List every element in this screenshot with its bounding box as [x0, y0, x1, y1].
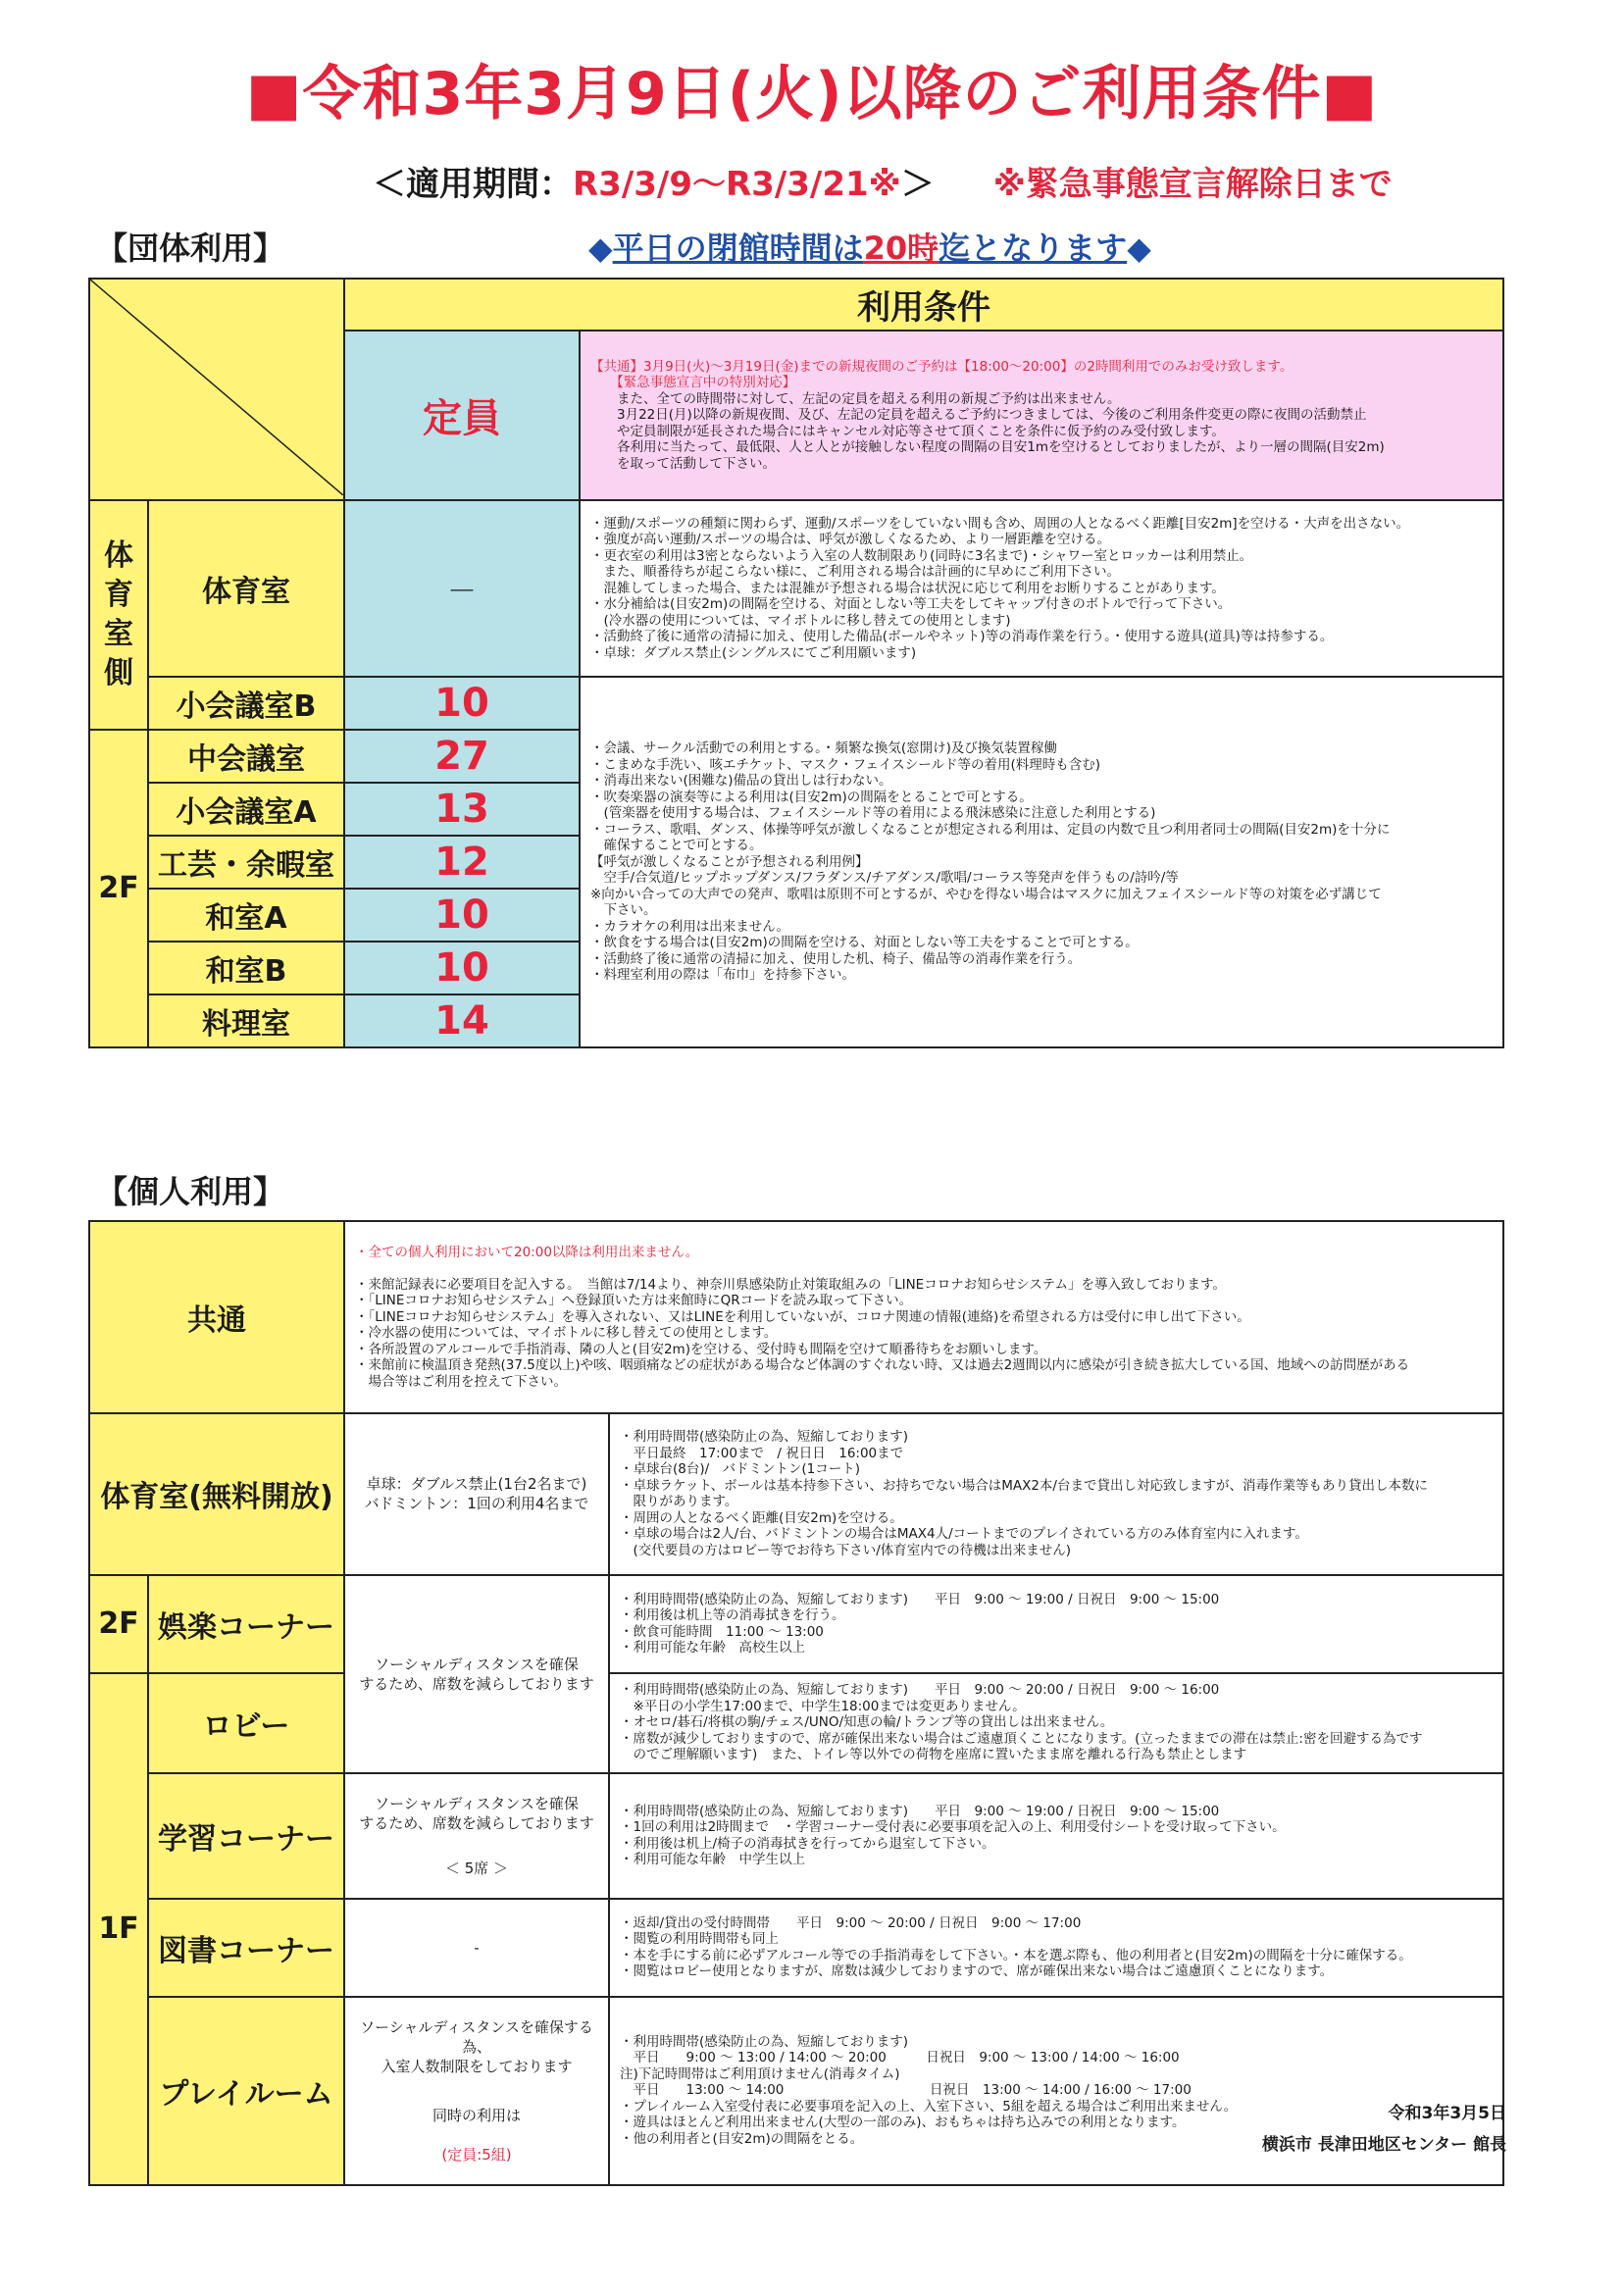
study-mid: [344, 1773, 609, 1899]
side-label-2f: 2F: [89, 1575, 148, 1673]
room-name: 工芸・余暇室: [148, 836, 344, 889]
notice-text-a: 平日の閉館時間は: [612, 229, 864, 267]
playroom-capacity: (定員:5組): [441, 2145, 512, 2164]
side-label-2f: 2F: [89, 730, 148, 1047]
corner-cell: [89, 279, 344, 500]
group-heading: 【団体利用】: [96, 229, 285, 267]
page-title: ■令和3年3月9日(火)以降のご利用条件■: [245, 60, 1379, 128]
room-conditions: ・会議、サークル活動での利用とする。・頻繁な換気(窓開け)及び換気装置稼働 ・こまめな手洗い、咳エチケット、マスク・フェイスシールド等の着用(料理時も含む) ・消毒出来ない(困難な)備品の貸出しは行わない。 ・吹奏楽器の演奏等による利用は(目安2m)の間隔をとることで可とする。 (管楽器を使用する場合は、フェイスシールド等の着用による飛沫感染に注意した利用とする) ・コーラス、歌唱、ダンス、体操等呼気が激しくなることが想定される利用は、定員の内数で且つ利用者同士の間隔(目安2m)を十分に 確保することで可とする。 【呼気が激しくなることが予想される利用例】 空手/合気道/ヒップホップダンス/フラダンス/チアダンス/歌唱/コーラス等発声を伴うもの/詩吟/等 ※向かい合っての大声での発声、歌唱は原則不可とするが、やむを得ない場合はマスクに加えフェイスシールド等の対策を必ず講じて 下さい。 ・カラオケの利用は出来ません。 ・飲食をする場合は(目安2m)の間隔を空ける、対面としない等工夫をすることで可とする。 ・活動終了後に通常の清掃に加え、使用した机、椅子、備品等の消毒作業を行う。 ・料理室利用の際は「布巾」を持参下さい。: [580, 677, 1503, 1047]
conditions-header: 利用条件: [344, 279, 1503, 331]
personal-usage-table: [88, 1220, 1504, 2186]
room-capacity: 10: [344, 889, 580, 942]
common-rest: ・来館記録表に必要項目を記入する。 当館は7/14より、神奈川県感染防止対策取組みの「LINEコロナお知らせシステム」を導入致しております。 ・「LINEコロナお知らせシステム」へ登録頂いた方は来館時にQRコードを読み取って下さい。 ・「LINEコロナお知らせシステム」を導入されない、又はLINEを利用していないが、コロナ関連の情報(連絡)を希望される方は受付に申し出て下さい。 ・冷水器の使用については、マイボトルに移し替えての使用とします。 ・各所設置のアルコールで手指消毒、隣の人と(目安2m)を空ける、受付時も間隔を空けて順番待ちをお願いします。 ・来館前に検温頂き発熱(37.5度以上)や咳、咽頭痛などの症状がある場合など体調のすぐれない時、又は過去2週間以内に感染が引き続き拡大している国、地域への訪問歴がある 場合等はご利用を控えて下さい。: [355, 1276, 1410, 1390]
common-line: 3月22日(月)以降の新規夜間、及び、左記の定員を超えるご予約につきましては、今後のご利用条件変更の際に夜間の活動禁止: [590, 407, 1367, 424]
entertainment-conditions: ・利用時間帯(感染防止の為、短縮しております) 平日 9:00 ～ 19:00 / 日祝日 9:00 ～ 15:00 ・利用後は机上等の消毒拭きを行う。 ・飲食可能時間 11:00 ～ 13:00 ・利用可能な年齢 高校生以上: [609, 1575, 1503, 1673]
study-seats: ＜ 5席 ＞: [444, 1859, 509, 1877]
gym-free-rules: 卓球：ダブルス禁止(1台2名まで) バドミントン：1回の利用4名まで: [344, 1413, 609, 1575]
notice-text-c: 迄となります: [939, 229, 1128, 267]
room-capacity: 10: [344, 677, 580, 730]
personal-heading: 【個人利用】: [96, 1173, 285, 1210]
room-capacity: 10: [344, 942, 580, 994]
gym-conditions: ・運動/スポーツの種類に関わらず、運動/スポーツをしていない間も含め、周囲の人となるべく距離[目安2m]を空ける・大声を出さない。 ・強度が高い運動/スポーツの場合は、呼気が激しくなるため、より一層距離を空ける。 ・更衣室の利用は3密とならないよう入室の人数制限あり(同時に3名まで)・シャワー室とロッカーは利用禁止。 また、順番待ちが起こらない様に、ご利用される場合は計画的に早めにご利用下さい。 混雑してしまった場合、または混雑が予想される場合は状況に応じて利用をお断りすることがあります。 ・水分補給は(目安2m)の間隔を空ける、対面としない等工夫をしてキャップ付きのボトルで行って下さい。 (冷水器の使用については、マイボトルに移し替えての使用とします) ・活動終了後に通常の清掃に加え、使用した備品(ボールやネット)等の消毒作業を行う。・使用する遊具(道具)等は持参する。 ・卓球：ダブルス禁止(シングルスにてご利用願います): [580, 500, 1503, 677]
capacity-header: 定員: [344, 331, 580, 500]
common-line: 【緊急事態宣言中の特別対応】: [590, 375, 796, 391]
footer-org: 横浜市 長津田地区センター 館長: [1261, 2135, 1506, 2155]
library-label: 図書コーナー: [148, 1899, 344, 1997]
social-distance-note: ソーシャルディスタンスを確保 するため、席数を減らしております: [344, 1575, 609, 1773]
notice-diamond-right: ◆: [1127, 229, 1151, 267]
period-close: ＞: [900, 165, 935, 204]
playroom-mid2: 同時の利用は: [431, 2106, 521, 2124]
room-capacity: 13: [344, 783, 580, 836]
playroom-mid-text: ソーシャルディスタンスを確保する 為、 入室人数制限をしております: [360, 2017, 593, 2075]
room-name: 中会議室: [148, 730, 344, 783]
period-label: ＜適用期間：: [373, 165, 573, 204]
library-mid: -: [344, 1899, 609, 1997]
side-gym-text: [90, 536, 147, 693]
notice-time: 20時: [863, 229, 939, 267]
room-name: 料理室: [148, 994, 344, 1047]
common-lines: [590, 359, 1493, 473]
common-line: また、全ての時間帯に対して、左記の定員を超える利用の新規ご予約は出来ません。: [590, 390, 1121, 407]
room-capacity: －: [344, 500, 580, 677]
closing-notice: [588, 224, 1151, 269]
side-label-1f: 1F: [89, 1673, 148, 2185]
footer-date: 令和3年3月5日: [1388, 2104, 1506, 2123]
application-period: [373, 157, 1393, 205]
room-name: 体育室: [148, 500, 344, 677]
period-range: R3/3/9～R3/3/21※: [573, 165, 901, 204]
side-gym-char: 室: [104, 617, 133, 651]
playroom-label: プレイルーム: [148, 1997, 344, 2185]
playroom-mid: [344, 1997, 609, 2185]
group-usage-table: [88, 278, 1504, 1048]
library-conditions: ・返却/貸出の受付時間帯 平日 9:00 ～ 20:00 / 日祝日 9:00 ～ 17:00 ・閲覧の利用時間帯も同上 ・本を手にする前に必ずアルコール等での手指消毒をして下さい。・本を選ぶ際も、他の利用者と(目安2m)の間隔を十分に確保する。 ・閲覧はロビー使用となりますが、席数は減少しておりますので、席が確保出来ない場合はご遠慮頂くことになります。: [609, 1899, 1503, 1997]
lobby-label: ロビー: [148, 1673, 344, 1773]
room-name: 小会議室B: [148, 677, 344, 730]
gym-free-label: 体育室(無料開放): [89, 1413, 344, 1575]
room-name: 和室B: [148, 942, 344, 994]
room-name: 和室A: [148, 889, 344, 942]
personal-common-conditions: [344, 1221, 1503, 1413]
common-line: や定員制限が延長された場合にはキャンセル対応等させて頂くことを条件に仮予約のみ受付致します。: [590, 423, 1225, 439]
study-mid-text: ソーシャルディスタンスを確保 するため、席数を減らしております: [359, 1794, 594, 1832]
study-label: 学習コーナー: [148, 1773, 344, 1899]
room-capacity: 27: [344, 730, 580, 783]
common-conditions: [580, 331, 1503, 500]
side-gym-char: 側: [104, 656, 133, 690]
side-gym-char: 育: [104, 578, 133, 612]
gym-free-conditions: ・利用時間帯(感染防止の為、短縮しております) 平日最終 17:00まで / 祝日日 16:00まで ・卓球台(8台)/ バドミントン(1コート) ・卓球ラケット、ボールは基本持参下さい、お持ちでない場合はMAX2本/台まで貸出し対応致しますが、消毒作業等もあり貸出し本数に 限りがあります。 ・周囲の人となるべく距離(目安2m)を空ける。 ・卓球の場合は2人/台、バドミントンの場合はMAX4人/コートまでのプレイされている方のみ体育室内に入れます。 (交代要員の方はロビー等でお待ち下さい/体育室内での待機は出来ません): [609, 1413, 1503, 1575]
side-gym-char: 体: [104, 538, 133, 573]
lobby-conditions: ・利用時間帯(感染防止の為、短縮しております) 平日 9:00 ～ 20:00 / 日祝日 9:00 ～ 16:00 ※平日の小学生17:00まで、中学生18:00までは変更ありません。 ・オセロ/碁石/将棋の駒/チェス/UNO/知恵の輪/トランプ等の貸出しは出来ません。 ・席数が減少しておりますので、席が確保出来ない場合はご遠慮頂くことになります。(立ったままでの滞在は禁止:密を回避する為です のでご理解願います) また、トイレ等以外での荷物を座席に置いたまま席を離れる行為も禁止とします: [609, 1673, 1503, 1773]
common-line: を取って活動して下さい。: [590, 455, 776, 472]
notice-diamond-left: ◆: [588, 229, 613, 267]
study-conditions: ・利用時間帯(感染防止の為、短縮しております) 平日 9:00 ～ 19:00 / 日祝日 9:00 ～ 15:00 ・1回の利用は2時間まで ・学習コーナー受付表に必要事項を記入の上、利用受付シートを受け取って下さい。 ・利用後は机上/椅子の消毒拭きを行ってから退室して下さい。 ・利用可能な年齢 中学生以上: [609, 1773, 1503, 1899]
room-name: 小会議室A: [148, 783, 344, 836]
common-first-line: ・全ての個人利用において20:00以降は利用出来ません。: [355, 1244, 699, 1260]
side-label-gym: [89, 500, 148, 730]
common-line: 各利用に当たって、最低限、人と人とが接触しない程度の間隔の目安1mを空けるとしておりましたが、より一層の間隔(目安2m): [590, 439, 1385, 456]
period-note: ※緊急事態宣言解除日まで: [992, 165, 1393, 204]
playroom-conditions: ・利用時間帯(感染防止の為、短縮しております) 平日 9:00 ～ 13:00 / 14:00 ～ 20:00 日祝日 9:00 ～ 13:00 / 14:00 ～ 16:00 注)下記時間帯はご利用頂けません(消毒タイム) 平日 13:00 ～ 14:00 日祝日 13:00 ～ 14:00 / 16:00 ～ 17:00 ・プレイルーム入室受付表に必要事項を記入の上、入室下さい、5組を超える場合はご利用出来ません。 ・遊具はほとんど利用出来ません(大型の一部のみ)、おもちゃは持ち込みでの利用となります。 ・他の利用者と(目安2m)の間隔をとる。: [609, 1997, 1503, 2185]
common-label: 共通: [89, 1221, 344, 1413]
room-capacity: 12: [344, 836, 580, 889]
common-line: 【共通】3月9日(火)～3月19日(金)までの新規夜間のご予約は【18:00～20:00】の2時間利用でのみお受け致します。: [590, 358, 1294, 375]
diagonal-line-icon: [90, 280, 343, 495]
entertainment-label: 娯楽コーナー: [148, 1575, 344, 1673]
room-capacity: 14: [344, 994, 580, 1047]
